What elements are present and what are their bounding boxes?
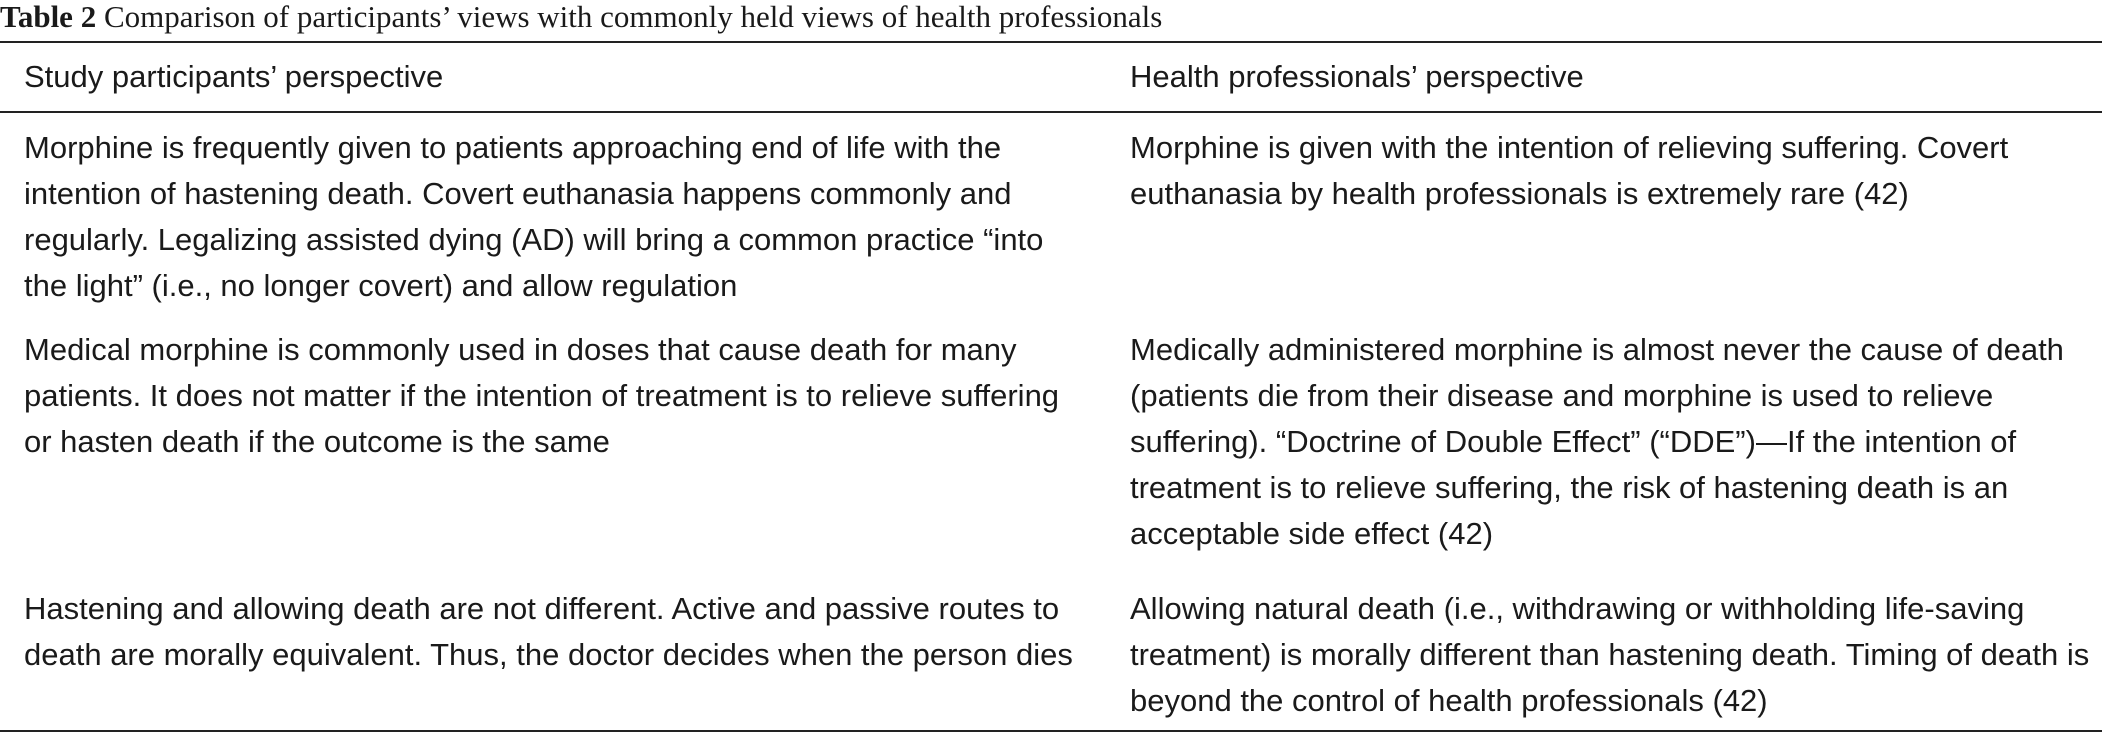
health-professionals-cell: Medically administered morphine is almost never the cause of death (patients die from their disease and morphine is used to relieve suffering). “Doctrine of Double Effect” (“DDE”)—If the intention of treatment is to relieve suffering, the risk of hastening death is an acceptable side effect (42) xyxy=(1130,332,2064,551)
participants-cell: Hastening and allowing death are not different. Active and passive routes to death are morally equivalent. Thus, the doctor decides when the person dies xyxy=(24,591,1073,672)
participants-cell: Morphine is frequently given to patients approaching end of life with the intention of hastening death. Covert euthanasia happens commonly and regularly. Legalizing assisted dying (AD) will bring a common practice “into the light” (i.e., no longer covert) and allow regulation xyxy=(24,130,1044,303)
table-label: Table 2 xyxy=(0,0,97,34)
table-row xyxy=(0,327,2102,586)
table-row xyxy=(0,113,2102,327)
column-header-participants: Study participants’ perspective xyxy=(24,59,444,94)
health-professionals-cell: Morphine is given with the intention of relieving suffering. Covert euthanasia by health professionals is extremely rare (42) xyxy=(1130,130,2009,211)
column-header-health-professionals: Health professionals’ perspective xyxy=(1130,59,1584,94)
table-row xyxy=(0,586,2102,730)
table-header-row xyxy=(0,43,2102,113)
table-caption xyxy=(0,0,1162,40)
table-caption-text: Comparison of participants’ views with commonly held views of health professionals xyxy=(96,0,1163,34)
comparison-table xyxy=(0,41,2102,732)
participants-cell: Medical morphine is commonly used in doses that cause death for many patients. It does not matter if the intention of treatment is to relieve suffering or hasten death if the outcome is the same xyxy=(24,332,1060,459)
health-professionals-cell: Allowing natural death (i.e., withdrawing or withholding life-saving treatment) is morally different than hastening death. Timing of death is beyond the control of health professionals (42) xyxy=(1130,591,2090,718)
